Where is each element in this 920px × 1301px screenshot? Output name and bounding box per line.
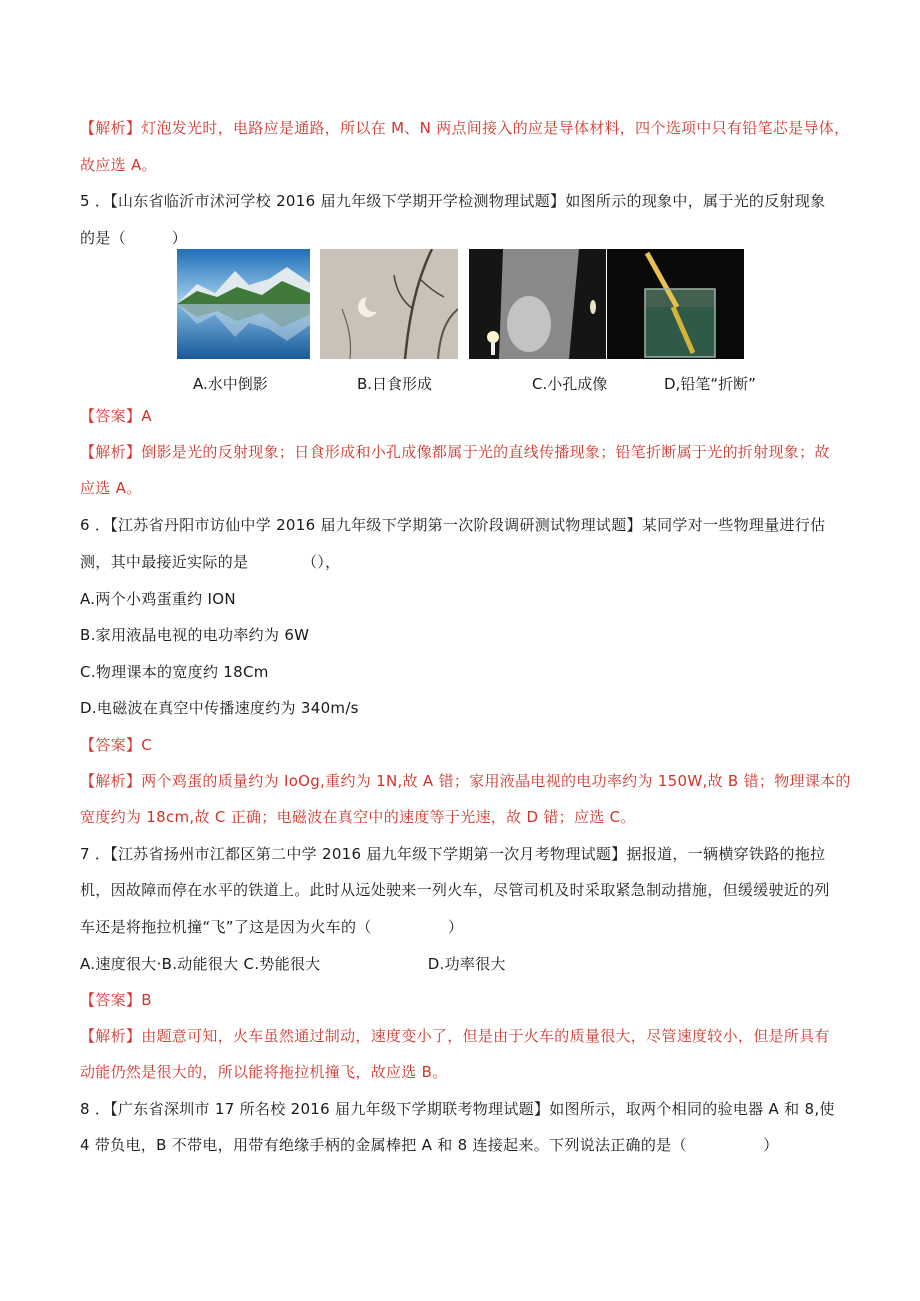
option-6c: C.物理课本的宽度约 18Cm [80,663,269,681]
image-label-d: D,铅笔“折断” [664,375,756,393]
options-7: A.速度很大·B.动能很大 C.势能很大 D.功率很大 [80,955,506,973]
image-label-b: B.日食形成 [357,375,433,393]
analysis-q4-line1: 【解析】灯泡发光时，电路应是通路，所以在 M、N 两点间接入的应是导体材料，四个选项中只有铅笔芯是导体， [80,119,850,137]
option-6a: A.两个小鸡蛋重约 ION [80,590,236,608]
analysis-7-line1: 【解析】由题意可知，火车虽然通过制动，速度变小了，但是由于火车的质量很大，尽管速度较小，但是所具有 [80,1027,830,1045]
option-6b: B.家用液晶电视的电功率约为 6W [80,626,310,644]
question-7-line2: 机，因故障而停在水平的铁道上。此时从远处驶来一列火车，尽管司机及时采取紧急制动措施，但缓缓驶近的列 [80,881,830,899]
question-5-line2: 的是（ ） [80,229,188,247]
image-label-c: C.小孔成像 [532,375,608,393]
question-7-line3: 车还是将拖拉机撞“飞”了这是因为火车的（ ） [80,918,464,936]
option-6d: D.电磁波在真空中传播速度约为 340m/s [80,699,359,717]
question-8-line1: 8 ．【广东省深圳市 17 所名校 2016 届九年级下学期联考物理试题】如图所示，取两个相同的验电器 A 和 8,使 [80,1100,835,1118]
analysis-5-line1: 【解析】倒影是光的反射现象；日食形成和小孔成像都属于光的直线传播现象；铅笔折断属于光的折射现象；故 [80,443,830,461]
eclipse-photo [320,249,458,359]
question-6-line2: 测，其中最接近实际的是 （）， [80,553,341,571]
answer-6: 【答案】C [80,736,152,754]
image-label-a: A.水中倒影 [193,375,268,393]
analysis-q4-line2: 故应选 A。 [80,156,157,174]
answer-7: 【答案】B [80,991,152,1009]
reflection-photo [177,249,310,359]
question-5-line1: 5 ．【山东省临沂市沭河学校 2016 届九年级下学期开学检测物理试题】如图所示的现象中，属于光的反射现象 [80,192,826,210]
answer-5: 【答案】A [80,407,152,425]
question-7-line1: 7 ．【江苏省扬州市江都区第二中学 2016 届九年级下学期第一次月考物理试题】据报道，一辆横穿铁路的拖拉 [80,845,826,863]
pinhole-photo [469,249,606,359]
question-6-line1: 6 ．【江苏省丹阳市访仙中学 2016 届九年级下学期第一次阶段调研测试物理试题】某同学对一些物理量进行估 [80,516,826,534]
analysis-5-line2: 应选 A。 [80,479,142,497]
analysis-7-line2: 动能仍然是很大的，所以能将拖拉机撞飞，故应选 B。 [80,1063,448,1081]
analysis-6-line1: 【解析】两个鸡蛋的质量约为 IoOg,重约为 1N,故 A 错；家用液晶电视的电功率约为 150W,故 B 错；物理课本的 [80,772,851,790]
analysis-6-line2: 宽度约为 18cm,故 C 正确；电磁波在真空中的速度等于光速，故 D 错；应选 C。 [80,808,636,826]
pencil-in-water-photo [607,249,744,359]
question-8-line2: 4 带负电，B 不带电，用带有绝缘手柄的金属棒把 A 和 8 连接起来。下列说法正确的是（ ） [80,1136,779,1154]
